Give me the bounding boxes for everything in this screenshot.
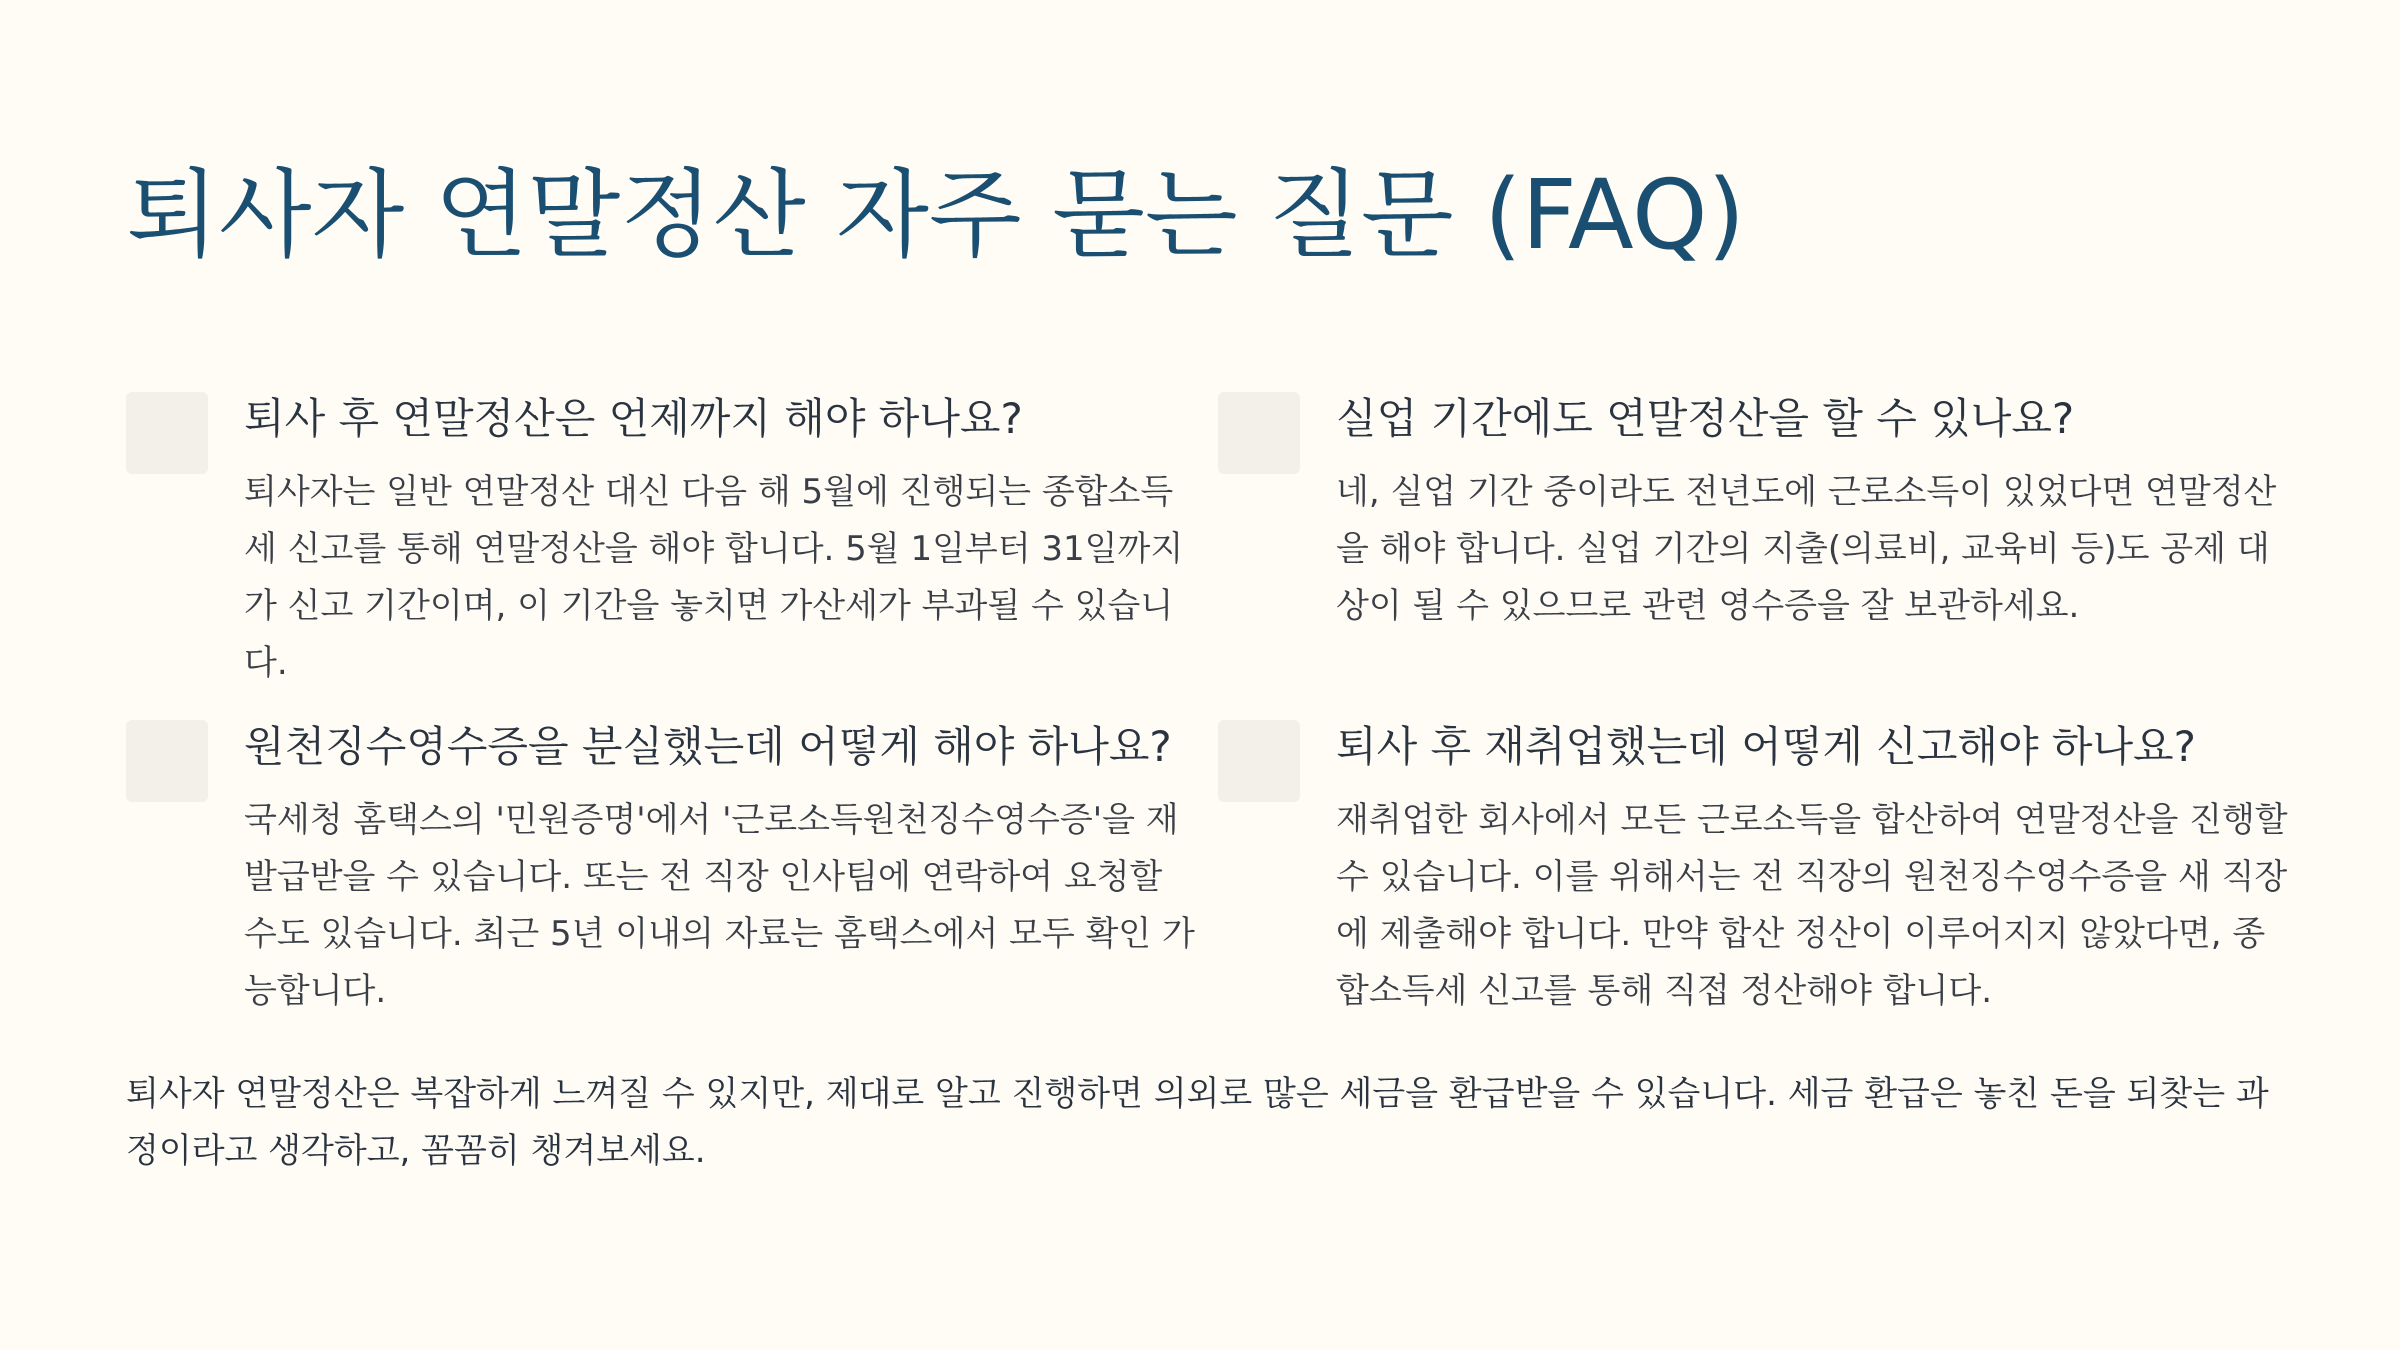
faq-question: 퇴사 후 연말정산은 언제까지 해야 하나요? [244,394,1023,443]
faq-question: 실업 기간에도 연말정산을 할 수 있나요? [1336,394,2075,443]
faq-answer: 국세청 홈택스의 '민원증명'에서 '근로소득원천징수영수증'을 재발급받을 수 있습니다. 또는 전 직장 인사팀에 연락하여 요청할 수도 있습니다. 최근 5년 이내의 자료는 홈택스에서 모두 확인 가능합니다. [244,800,1195,1011]
faq-answer: 네, 실업 기간 중이라도 전년도에 근로소득이 있었다면 연말정산을 해야 합니다. 실업 기간의 지출(의료비, 교육비 등)도 공제 대상이 될 수 있으므로 관련 영수증을 잘 보관하세요. [1336,472,2277,626]
page-title: 퇴사자 연말정산 자주 묻는 질문 (FAQ) [126,159,1746,271]
faq-icon [126,392,208,474]
faq-icon [1218,720,1300,802]
faq-answer: 퇴사자는 일반 연말정산 대신 다음 해 5월에 진행되는 종합소득세 신고를 통해 연말정산을 해야 합니다. 5월 1일부터 31일까지가 신고 기간이며, 이 기간을 놓치면 가산세가 부과될 수 있습니다. [244,472,1184,683]
faq-answer: 재취업한 회사에서 모든 근로소득을 합산하여 연말정산을 진행할 수 있습니다. 이를 위해서는 전 직장의 원천징수영수증을 새 직장에 제출해야 합니다. 만약 합산 정산이 이루어지지 않았다면, 종합소득세 신고를 통해 직접 정산해야 합니다. [1336,800,2288,1011]
faq-icon [1218,392,1300,474]
faq-question: 원천징수영수증을 분실했는데 어떻게 해야 하나요? [244,722,1172,771]
faq-question: 퇴사 후 재취업했는데 어떻게 신고해야 하나요? [1336,722,2196,771]
conclusion-text: 퇴사자 연말정산은 복잡하게 느껴질 수 있지만, 제대로 알고 진행하면 의외로 많은 세금을 환급받을 수 있습니다. 세금 환급은 놓친 돈을 되찾는 과정이라고 생각하고, 꼼꼼히 챙겨보세요. [126,1074,2269,1171]
faq-icon [126,720,208,802]
